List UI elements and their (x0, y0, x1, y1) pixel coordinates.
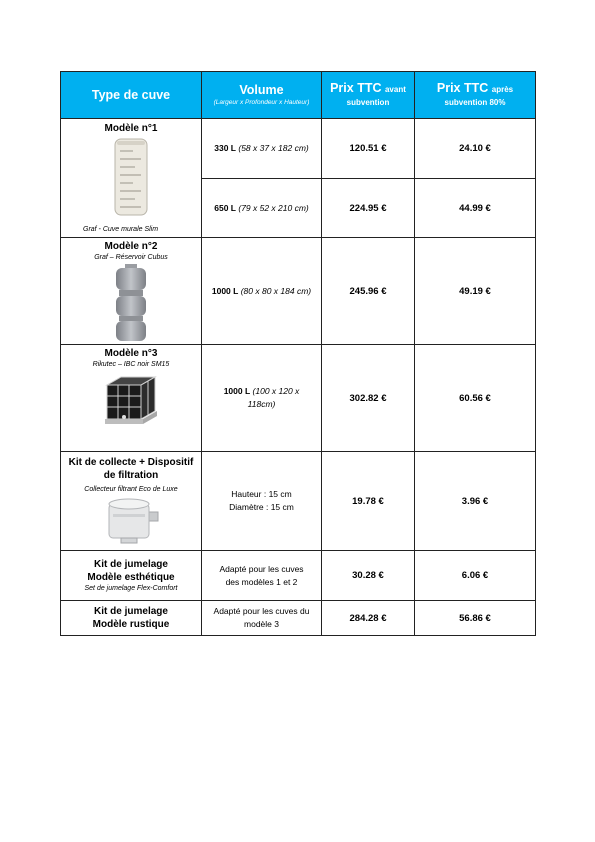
price-before-cell: 120.51 € (322, 119, 415, 179)
volume-cell: Hauteur : 15 cm Diamètre : 15 cm (202, 452, 322, 551)
price-after-cell: 6.06 € (415, 551, 536, 601)
price-before-cell: 284.28 € (322, 601, 415, 636)
header-prix-avant: Prix TTC avant subvention (322, 72, 415, 119)
table-header-row (61, 72, 536, 119)
price-after-cell: 24.10 € (415, 119, 536, 179)
price-after-cell: 3.96 € (415, 452, 536, 551)
product-cell-modele-3: Modèle n°3 Rikutec – IBC noir SM15 (61, 345, 202, 452)
volume-cell: 330 L (58 x 37 x 182 cm) (202, 119, 322, 179)
product-cell-modele-2: Modèle n°2 Graf – Réservoir Cubus (61, 238, 202, 345)
price-before-cell: 19.78 € (322, 452, 415, 551)
product-cell-jumelage-esthetique: Kit de jumelage Modèle esthétique Set de jumelage Flex-Comfort (61, 551, 202, 601)
filter-collector-image (103, 496, 159, 544)
table-row (61, 238, 536, 345)
slim-tank-image (111, 137, 151, 217)
ibc-tank-image (101, 371, 161, 429)
product-cell-jumelage-rustique: Kit de jumelage Modèle rustique (61, 601, 202, 636)
table-row (61, 601, 536, 636)
table-row (61, 119, 536, 179)
price-after-cell: 49.19 € (415, 238, 536, 345)
volume-cell: Adapté pour les cuves du modèle 3 (202, 601, 322, 636)
header-prix-apres: Prix TTC après subvention 80% (415, 72, 536, 119)
price-after-cell: 60.56 € (415, 345, 536, 452)
table-row (61, 345, 536, 452)
volume-cell: 650 L (79 x 52 x 210 cm) (202, 179, 322, 238)
header-volume: Volume (Largeur x Profondeur x Hauteur) (202, 72, 322, 119)
table-row (61, 452, 536, 551)
model-subtitle: Graf - Cuve murale Slim (83, 226, 159, 233)
price-after-cell: 56.86 € (415, 601, 536, 636)
product-cell-modele-1: Modèle n°1 Graf - Cuve murale Slim (61, 119, 202, 238)
price-table (60, 71, 536, 636)
header-type-de-cuve: Type de cuve (61, 72, 202, 119)
price-before-cell: 245.96 € (322, 238, 415, 345)
price-before-cell: 224.95 € (322, 179, 415, 238)
product-cell-kit-collecte: Kit de collecte + Dispositif de filtration Collecteur filtrant Eco de Luxe (61, 452, 202, 551)
volume-cell: 1000 L (80 x 80 x 184 cm) (202, 238, 322, 345)
price-after-cell: 44.99 € (415, 179, 536, 238)
price-before-cell: 302.82 € (322, 345, 415, 452)
table-row (61, 551, 536, 601)
cubus-tank-image (111, 264, 151, 342)
volume-cell: Adapté pour les cuves des modèles 1 et 2 (202, 551, 322, 601)
volume-cell: 1000 L (100 x 120 x 118cm) (202, 345, 322, 452)
price-before-cell: 30.28 € (322, 551, 415, 601)
